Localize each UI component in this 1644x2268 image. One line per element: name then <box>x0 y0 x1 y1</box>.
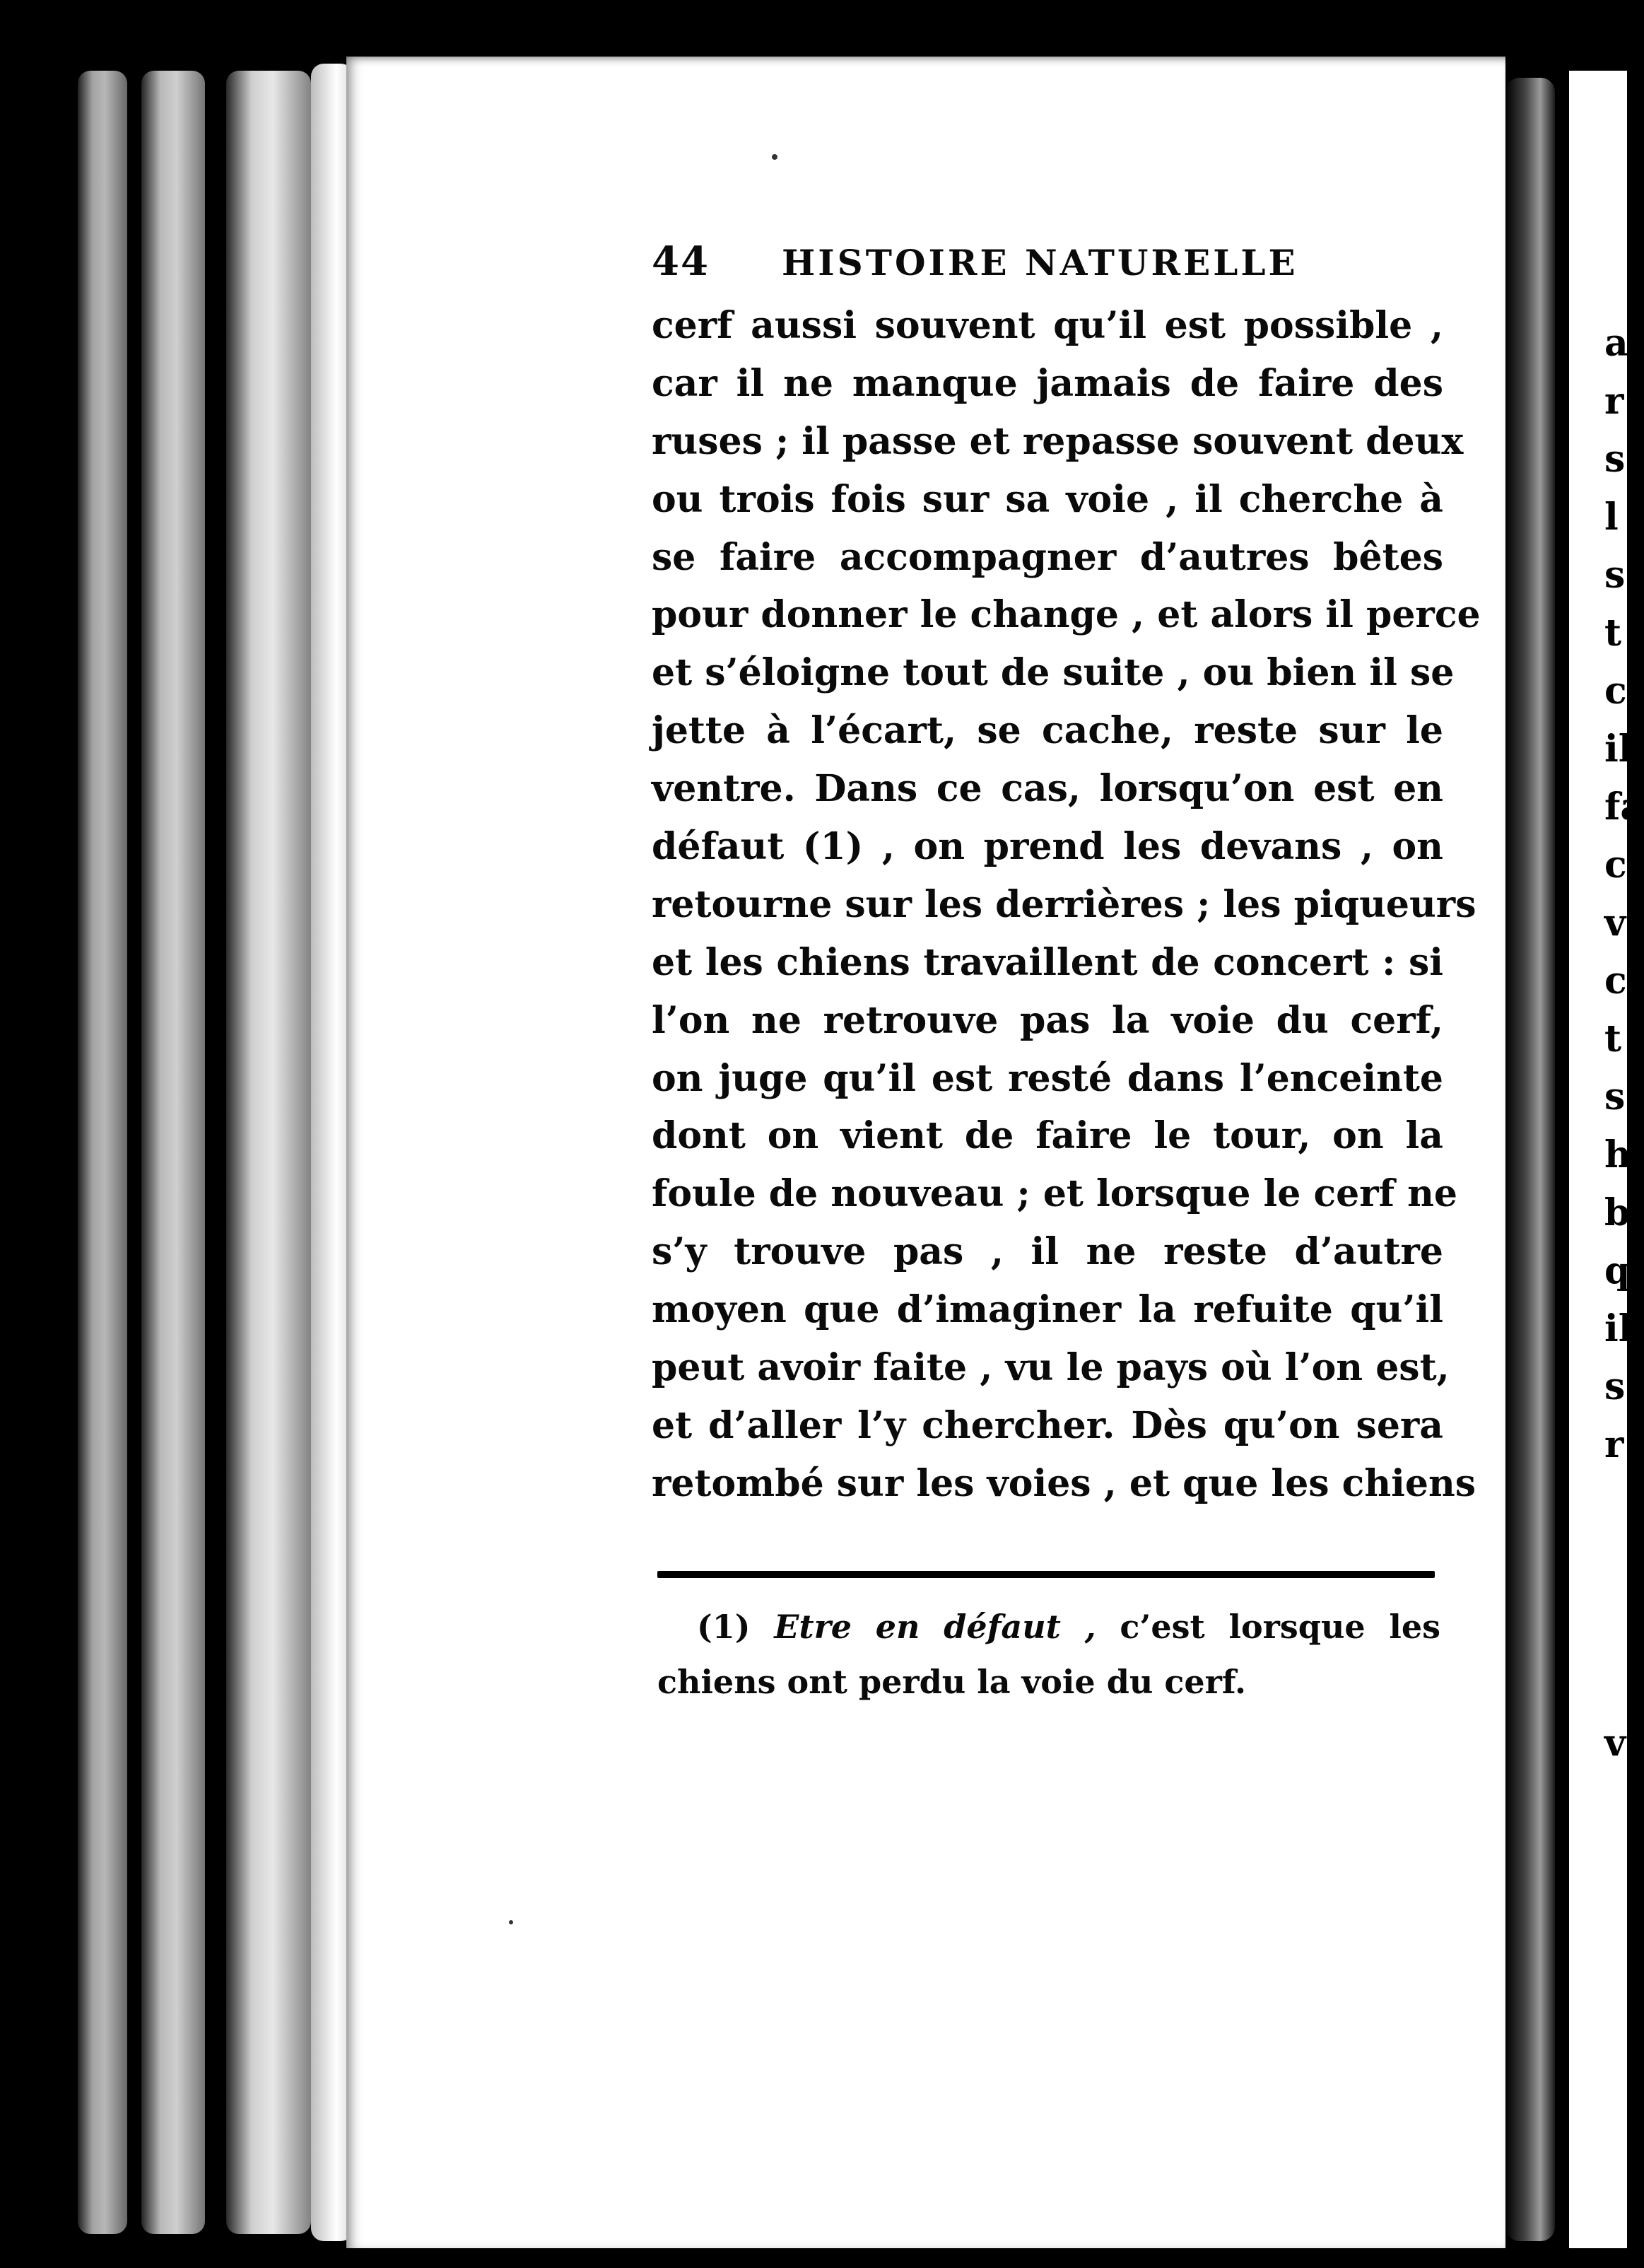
footnote-line: chiens ont perdu la voie du cerf. <box>657 1663 1246 1701</box>
running-head <box>652 226 1443 297</box>
text-line: ventre. Dans ce cas, lorsqu’on est en <box>652 767 1443 811</box>
text-line: car il ne manque jamais de faire des <box>652 361 1443 405</box>
text-line: dont on vient de faire le tour, on la <box>652 1114 1443 1158</box>
facing-page-fragment: c <box>1604 843 1627 887</box>
text-line: pour donner le change , et alors il perce <box>652 593 1481 637</box>
facing-page-fragment: b <box>1604 1191 1631 1234</box>
text-line: foule de nouveau ; et lorsque le cerf ne <box>652 1172 1457 1216</box>
text-line: jette à l’écart, se cache, reste sur le <box>652 709 1443 753</box>
text-line: on juge qu’il est resté dans l’enceinte <box>652 1056 1443 1100</box>
text-line: et s’éloigne tout de suite , ou bien il se <box>652 651 1455 695</box>
text-line: et les chiens travaillent de concert : si <box>652 940 1443 984</box>
facing-page-fragment: v <box>1604 1722 1626 1765</box>
main-text-block <box>652 226 1481 1513</box>
facing-page-fragment: r <box>1604 380 1624 423</box>
text-line: cerf aussi souvent qu’il est possible , <box>652 304 1443 347</box>
page-number: 44 <box>652 238 710 285</box>
facing-page-strip <box>1569 71 1644 2248</box>
facing-page-fragment: il <box>1604 1307 1633 1350</box>
facing-page-fragment: s <box>1604 1365 1626 1408</box>
facing-page-fragment: v <box>1604 901 1626 945</box>
paper-speck <box>509 1920 513 1924</box>
text-line: défaut (1) , on prend les devans , on <box>652 825 1443 869</box>
book-gutter <box>1505 78 1555 2241</box>
facing-page-fragment: il <box>1604 727 1633 771</box>
facing-page-fragment: s <box>1604 554 1626 597</box>
facing-page-fragment: s <box>1604 438 1626 481</box>
footnote-marker: (1) <box>697 1608 751 1646</box>
facing-page-fragment: q <box>1604 1249 1631 1292</box>
text-line: se faire accompagner d’autres bêtes <box>652 535 1443 579</box>
facing-page-fragment: r <box>1604 1423 1624 1466</box>
running-title: HISTOIRE NATURELLE <box>782 242 1298 284</box>
text-line: retombé sur les voies , et que les chiens <box>652 1461 1476 1505</box>
page-edge-stack <box>141 71 205 2234</box>
facing-page-fragment: t <box>1604 1017 1622 1060</box>
paper-speck <box>772 154 777 160</box>
facing-page-fragment: a <box>1604 322 1628 365</box>
text-line: et d’aller l’y chercher. Dès qu’on sera <box>652 1403 1443 1447</box>
facing-page-fragment: h <box>1604 1133 1631 1176</box>
text-line: retourne sur les derrières ; les piqueurs <box>652 882 1476 926</box>
footnote-line <box>657 1599 1440 1654</box>
footnote-term: Etre en défaut , <box>774 1608 1096 1646</box>
facing-page-fragment: c <box>1604 670 1627 713</box>
footnote-text: c’est lorsque les <box>1120 1608 1441 1646</box>
footnote <box>657 1599 1440 1709</box>
facing-page-fragment: t <box>1604 612 1622 655</box>
text-line: moyen que d’imaginer la refuite qu’il <box>652 1288 1443 1332</box>
page-edge-stack <box>78 71 127 2234</box>
facing-page-fragment: s <box>1604 1075 1626 1118</box>
facing-page-fragment: l <box>1604 496 1619 539</box>
text-line: ou trois fois sur sa voie , il cherche à <box>652 477 1443 521</box>
text-line: l’on ne retrouve pas la voie du cerf, <box>652 998 1443 1042</box>
page-edge-stack <box>226 71 311 2234</box>
footnote-rule <box>657 1571 1435 1578</box>
text-line: ruses ; il passe et repasse souvent deux <box>652 419 1464 463</box>
text-line: peut avoir faite , vu le pays où l’on est, <box>652 1346 1450 1390</box>
text-line: s’y trouve pas , il ne reste d’autre <box>652 1230 1443 1274</box>
facing-page-fragment: fa <box>1604 785 1644 829</box>
facing-page-fragment: c <box>1604 959 1627 1003</box>
